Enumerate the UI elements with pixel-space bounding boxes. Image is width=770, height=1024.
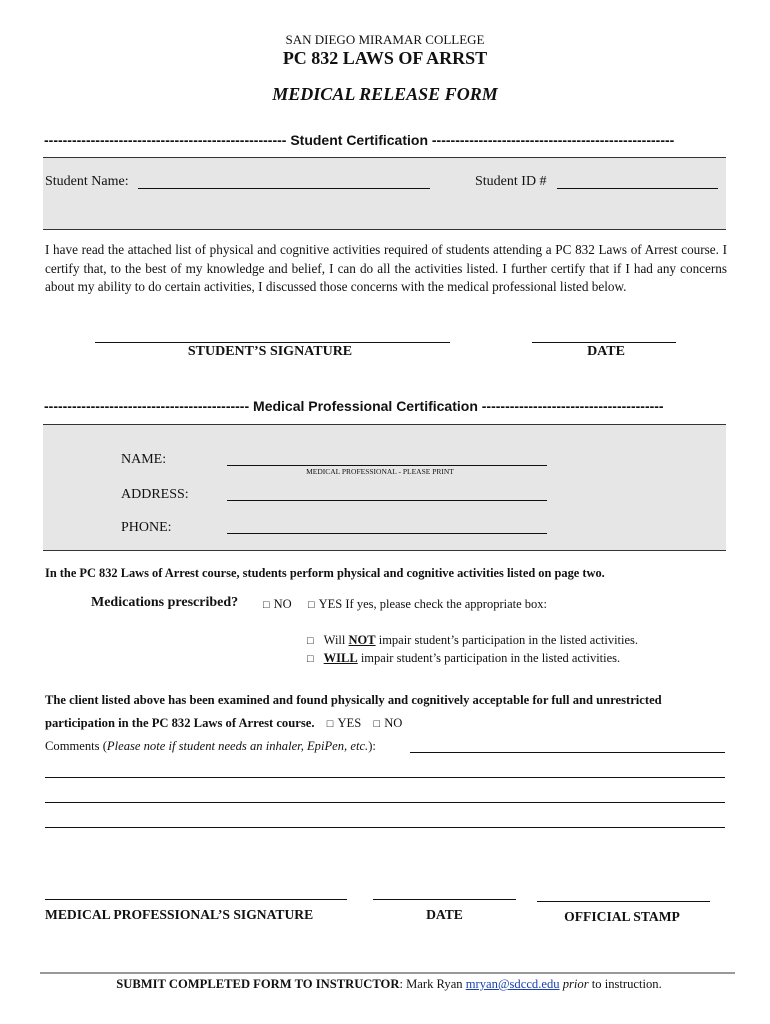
divider-dashes-right: ---------------------------------------	[481, 398, 664, 414]
exam-no-checkbox[interactable]: □	[373, 718, 381, 730]
student-name-field[interactable]	[138, 172, 430, 189]
will-not-rest: impair student’s participation in the listed activities.	[375, 633, 639, 647]
instructor-name: : Mark Ryan	[399, 977, 466, 991]
divider-dashes-left: --------------------------------------------	[44, 398, 250, 414]
student-signature-label: STUDENT’S SIGNATURE	[187, 344, 353, 359]
activities-note: In the PC 832 Laws of Arrest course, students perform physical and cognitive activities listed on page two.	[45, 566, 605, 580]
medical-address-field[interactable]	[227, 485, 547, 501]
comments-field-line-1[interactable]	[410, 738, 725, 753]
medical-signature-field[interactable]	[45, 886, 347, 900]
medications-label: Medications prescribed?	[91, 595, 239, 610]
medications-yes-label: YES	[318, 597, 343, 611]
comments-field-line-3[interactable]	[45, 789, 725, 803]
medical-address-label: ADDRESS:	[121, 487, 189, 502]
official-stamp-field[interactable]	[537, 888, 710, 902]
student-certification-divider	[44, 132, 734, 148]
will-impair-checkbox[interactable]: □	[307, 653, 314, 665]
exam-no-label: NO	[384, 716, 403, 730]
student-certification-text: I have read the attached list of physical and cognitive activities required of students attending a PC 832 Laws of Arrest course. I certify that, to the best of my knowledge and belief, I can do all the activities listed. I further certify that if I had any concerns about my ability to do certain activities, I discussed those concerns with the medical professional listed below.	[45, 242, 727, 294]
official-stamp-label: OFFICIAL STAMP	[564, 909, 680, 924]
medical-name-hint: MEDICAL PROFESSIONAL - PLEASE PRINT	[306, 467, 454, 476]
student-certification-heading: Student Certification	[290, 132, 428, 148]
medications-yes-checkbox[interactable]: □	[307, 599, 315, 611]
comments-field-line-4[interactable]	[45, 814, 725, 828]
will-rest: impair student’s participation in the listed activities.	[357, 651, 621, 665]
divider-dashes-left: ----------------------------------------------------	[44, 132, 287, 148]
student-id-label: Student ID #	[475, 174, 547, 189]
medications-no-label: NO	[273, 597, 292, 611]
will-not-impair-checkbox[interactable]: □	[307, 635, 314, 647]
will-not-prefix: Will	[323, 633, 349, 647]
medical-certification-divider	[44, 398, 734, 414]
exam-yes-checkbox[interactable]: □	[326, 718, 334, 730]
medical-signature-label: MEDICAL PROFESSIONAL’S SIGNATURE	[45, 907, 314, 922]
comments-close: ):	[368, 739, 376, 753]
exam-statement-line2	[45, 716, 402, 731]
form-title: MEDICAL RELEASE FORM	[272, 84, 498, 104]
medications-yes-instruction: If yes, please check the appropriate box:	[345, 597, 548, 611]
will-not-emphasis: NOT	[348, 633, 376, 647]
exam-statement-text: participation in the PC 832 Laws of Arrest course.	[45, 716, 315, 730]
comments-field-line-2[interactable]	[45, 764, 725, 778]
medications-options	[263, 597, 547, 612]
divider-dashes-right: ----------------------------------------------------	[431, 132, 675, 148]
exam-statement-line1: The client listed above has been examined and found physically and cognitively acceptable for full and unrestricted	[45, 693, 662, 707]
medical-date-field[interactable]	[373, 886, 516, 900]
medications-no-checkbox[interactable]: □	[263, 599, 270, 611]
footer-instructions	[0, 977, 770, 992]
will-not-impair-option	[307, 633, 638, 648]
medical-date-label: DATE	[426, 907, 463, 922]
student-signature-field[interactable]	[95, 330, 450, 343]
medical-name-field[interactable]	[227, 450, 547, 466]
prior-emphasis: prior	[562, 977, 589, 991]
will-emphasis: WILL	[323, 651, 358, 665]
medical-certification-heading: Medical Professional Certification	[253, 398, 478, 414]
submit-label: SUBMIT COMPLETED FORM TO INSTRUCTOR	[116, 977, 400, 991]
instructor-email-link[interactable]: mryan@sdccd.edu	[465, 977, 560, 991]
medical-phone-label: PHONE:	[121, 520, 172, 535]
comments-note: Please note if student needs an inhaler, EpiPen, etc.	[106, 739, 369, 753]
course-title: PC 832 LAWS OF ARRST	[282, 48, 488, 68]
comments-label	[45, 739, 376, 754]
will-impair-option	[307, 651, 620, 666]
medical-phone-field[interactable]	[227, 518, 547, 534]
student-id-field[interactable]	[557, 172, 718, 189]
medical-name-label: NAME:	[121, 452, 167, 467]
college-name: SAN DIEGO MIRAMAR COLLEGE	[285, 32, 485, 47]
comments-prefix: Comments (	[45, 739, 107, 753]
exam-yes-label: YES	[337, 716, 362, 730]
student-name-label: Student Name:	[45, 174, 129, 189]
footer-divider	[40, 972, 735, 974]
footer-rest: to instruction.	[588, 977, 662, 991]
student-info-box	[43, 157, 726, 229]
student-date-field[interactable]	[532, 330, 676, 343]
student-date-label: DATE	[587, 344, 625, 359]
